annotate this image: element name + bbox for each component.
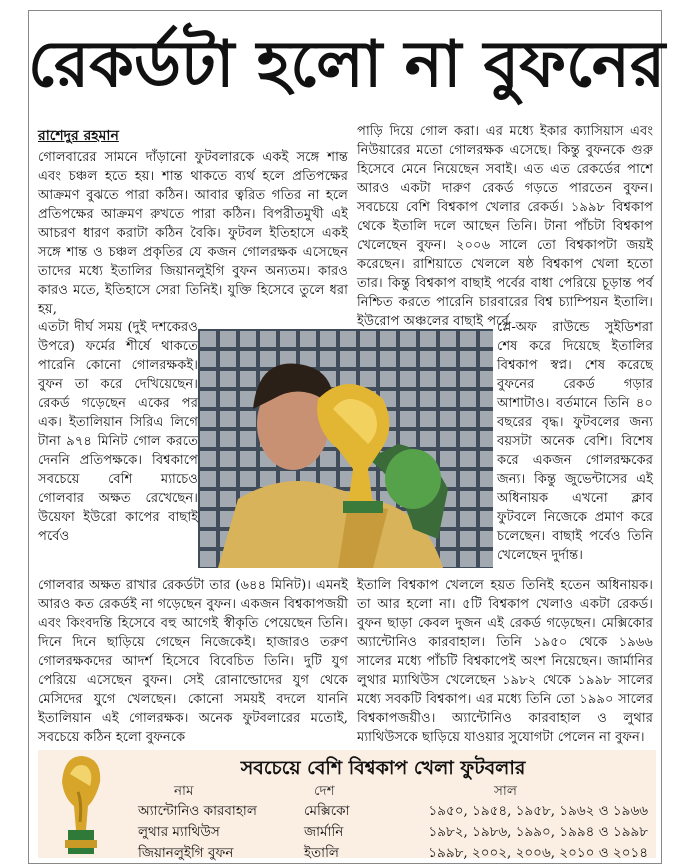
table-row <box>118 800 648 820</box>
cell-years: ১৯৯৮, ২০০২, ২০০৬, ২০১০ ও ২০১৪ <box>428 845 648 861</box>
article-column-left-narrow <box>38 318 198 546</box>
table-header <box>118 780 648 800</box>
photo-buffon-kissing-trophy <box>198 329 493 568</box>
header-name: নাম <box>174 783 194 799</box>
article-column-right-narrow <box>497 318 653 565</box>
byline: রাশেদুর রহমান <box>38 128 119 144</box>
paragraph: ইতালি বিশ্বকাপ খেললে হয়ত তিনিই হতেন অধিনায়ক। তা আর হলো না। ৫টি বিশ্বকাপ খেলাও একটা রেকর্ড। বুফন ছাড়া কেবল দুজন এই রেকর্ড গড়েছেন। মেক্সিকোর অ্যান্টোনিও কারবাহাল। তিনি ১৯৫০ থেকে ১৯৬৬ সালের মধ্যে পাঁচটি বিশ্বকাপেই অংশ নিয়েছেন। জার্মানির লুথার ম্যাথিউস খেলেছেন ১৯৮২ থেকে ১৯৯৮ সালের মধ্যে সবকটি বিশ্বকাপ। এর মধ্যে তিনি তো ১৯৯০ সালের বিশ্বকাপজয়ীও। অ্যান্টোনিও কারবাহাল ও লুথার ম্যাথিউসকে ছাড়িয়ে যাওয়ার সুযোগটা পেলেন না বুফন। <box>357 578 653 745</box>
table-title: সবচেয়ে বেশি বিশ্বকাপ খেলা ফুটবলার <box>240 757 526 779</box>
paragraph: গোলবারের সামনে দাঁড়ানো ফুটবলারকে একই সঙ্গে শান্ত এবং চঞ্চল হতে হয়। শান্ত থাকতে ব্যর্থ হলে প্রতিপক্ষের আক্রমণ বুঝতে পারা কঠিন। আবার ত্বরিত গতির না হলে প্রতিপক্ষের আক্রমণ রুখতে পারা কঠিন। বিপরীতমুখী এই আচরণ ধারণ করাটা কঠিন বৈকি। ফুটবল ইতিহাসে একই সঙ্গে শান্ত ও চঞ্চল প্রকৃতির যে কজন গোলরক্ষক এসেছেন তাদের মধ্যে ইতালির জিয়ানলুইগি বুফন অন্যতম। কারও কারও মতে, ইতিহাসে সেরা তিনিই। যুক্তি হিসেবে তুলে ধরা হয়, <box>38 150 348 317</box>
world-cup-trophy-icon <box>52 752 110 856</box>
header-years: সাল <box>494 783 517 799</box>
article-column-right-top <box>357 122 653 331</box>
cell-name: লুথার ম্যাথিউস <box>138 824 220 840</box>
paragraph: এতটা দীর্ঘ সময় (দুই দশকেরও উপরে) ফর্মের শীর্ষে থাকতে পারেনি কোনো গোলরক্ষকই। বুফন তা করে দেখিয়েছেন। রেকর্ড গড়েছেন একের পর এক। ইতালিয়ান সিরিএ লিগে টানা ৯৭৪ মিনিট গোল করতে দেননি প্রতিপক্ষকে। বিশ্বকাপে সবচেয়ে বেশি ম্যাচেও গোলবার অক্ষত রেখেছেন। উয়েফা ইউরো কাপের বাছাই পর্বেও <box>38 320 198 544</box>
article-column-left-top <box>38 148 348 319</box>
paragraph: পাড়ি দিয়ে গোল করা। এর মধ্যে ইকার ক্যাসিয়াস এবং নিউয়ারের মতো গোলরক্ষক এসেছে। কিন্তু বুফনকে গুরু হিসেবে মেনে নিয়েছেন সবাই। এত এত রেকর্ডের পাশে আরও একটা দারুণ রেকর্ড গড়তে পারতেন বুফন। সবচেয়ে বেশি বিশ্বকাপ খেলার রেকর্ড। ১৯৯৮ বিশ্বকাপ থেকে ইতালি দলে আছেন তিনি। টানা পাঁচটা বিশ্বকাপ খেলেছেন বুফন। ২০০৬ সালে তো বিশ্বকাপটা জয়ই করেছেন। রাশিয়াতে খেললে ষষ্ঠ বিশ্বকাপ খেলা হতো তার। কিন্তু বিশ্বকাপ বাছাই পর্বের বাধা পেরিয়ে চূড়ান্ত পর্ব নিশ্চিত করতে পারেনি চারবারের বিশ্ব চ্যাম্পিয়ন ইতালি। ইউরোপ অঞ্চলের বাছাই পর্বে <box>357 124 653 329</box>
cell-name: জিয়ানলুইগি বুফন <box>138 845 234 861</box>
cell-country: জার্মানি <box>304 824 344 840</box>
cell-name: অ্যান্টোনিও কারবাহাল <box>138 803 257 819</box>
cell-country: মেক্সিকো <box>304 803 350 819</box>
header-country: দেশ <box>314 783 335 799</box>
article-column-bottom-left <box>38 576 348 747</box>
cell-years: ১৯৮২, ১৯৮৬, ১৯৯০, ১৯৯৪ ও ১৯৯৮ <box>428 824 648 840</box>
table-row <box>118 842 648 862</box>
cell-years: ১৯৫০, ১৯৫৪, ১৯৫৮, ১৯৬২ ও ১৯৬৬ <box>428 803 648 819</box>
cell-country: ইতালি <box>304 845 339 861</box>
paragraph: গোলবার অক্ষত রাখার রেকর্ডটা তার (৬৪৪ মিনিট)। এমনই আরও কত রেকর্ডই না গড়েছেন বুফন। একজন বিশ্বকাপজয়ী এবং কিংবদন্তি হিসেবে বহু আগেই স্বীকৃতি পেয়েছেন তিনি। দিনে দিনে ছাড়িয়ে গেছেন নিজেকেই। হাজারও তরুণ গোলরক্ষকদের আদর্শ হিসেবে বিবেচিত তিনি। দুটি যুগ পেরিয়ে এসেছেন বুফন। সেই রোনাল্ডোদের যুগ থেকে মেসিদের যুগে খেলছেন। কোনো সময়ই বদলে যাননি ইতালিয়ান এই গোলরক্ষক। অনেক ফুটবলারের মতোই, সবচেয়ে কঠিন হলো বুফনকে <box>38 578 348 745</box>
article-column-bottom-right <box>357 576 653 747</box>
table-row <box>118 821 648 841</box>
headline: রেকর্ডটা হলো না বুফনের <box>28 27 666 102</box>
paragraph: প্লে-অফ রাউন্ডে সুইডিশরা শেষ করে দিয়েছে ইতালির বিশ্বকাপ স্বপ্ন। শেষ করেছে বুফনের রেকর্ড গড়ার আশাটাও। বর্তমানে তিনি ৪০ বছরের বৃদ্ধ। ফুটবলের জন্য বয়সটা অনেক বেশি। বিশেষ করে একজন গোলরক্ষকের জন্য। কিন্তু জুভেন্টাসের এই অধিনায়ক এখনো ক্লাব ফুটবলে নিজেকে প্রমাণ করে চলেছেন। বাছাই পর্বেও তিনি খেলেছেন দুর্দান্ত। <box>497 320 653 563</box>
